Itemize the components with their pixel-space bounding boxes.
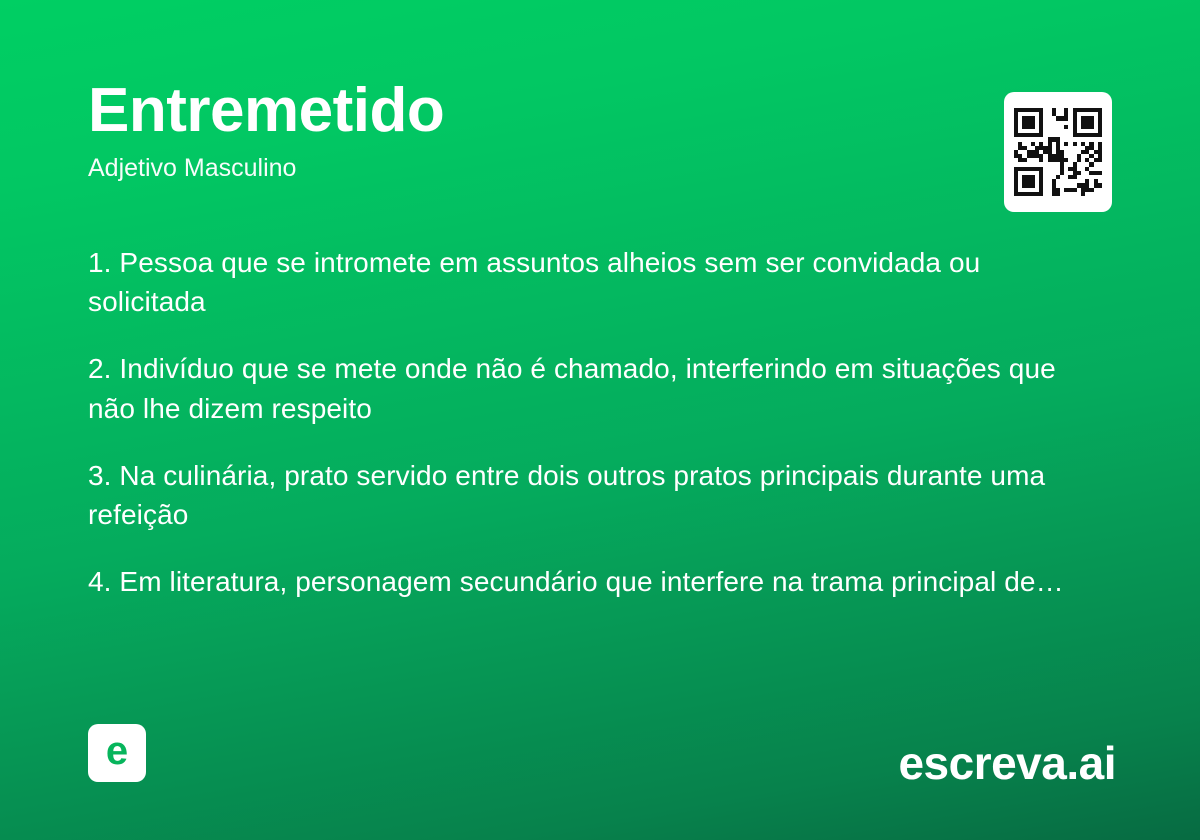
logo-mark-icon [88,724,146,782]
card-header [88,78,1112,183]
logo-letter: e [105,729,129,773]
definition-list [88,243,1098,601]
qr-code-icon[interactable] [1004,92,1112,212]
part-of-speech-label: Adjetivo Masculino [88,154,297,183]
definition-item: 1. Pessoa que se intromete em assuntos alheios sem ser convidada ou solicitada [88,247,981,318]
definition-item: 3. Na culinária, prato servido entre dois outros pratos principais durante uma refeição [88,459,1046,530]
page-title: Entremetido [88,76,445,145]
definition-item: 4. Em literatura, personagem secundário que interfere na trama principal de… [88,566,1064,598]
definition-item: 2. Indivíduo que se mete onde não é chamado, interferindo em situações que não lhe dizem respeito [88,353,1056,424]
brand-wordmark: escreva.ai [898,737,1116,789]
qr-code-pattern [1014,108,1102,196]
